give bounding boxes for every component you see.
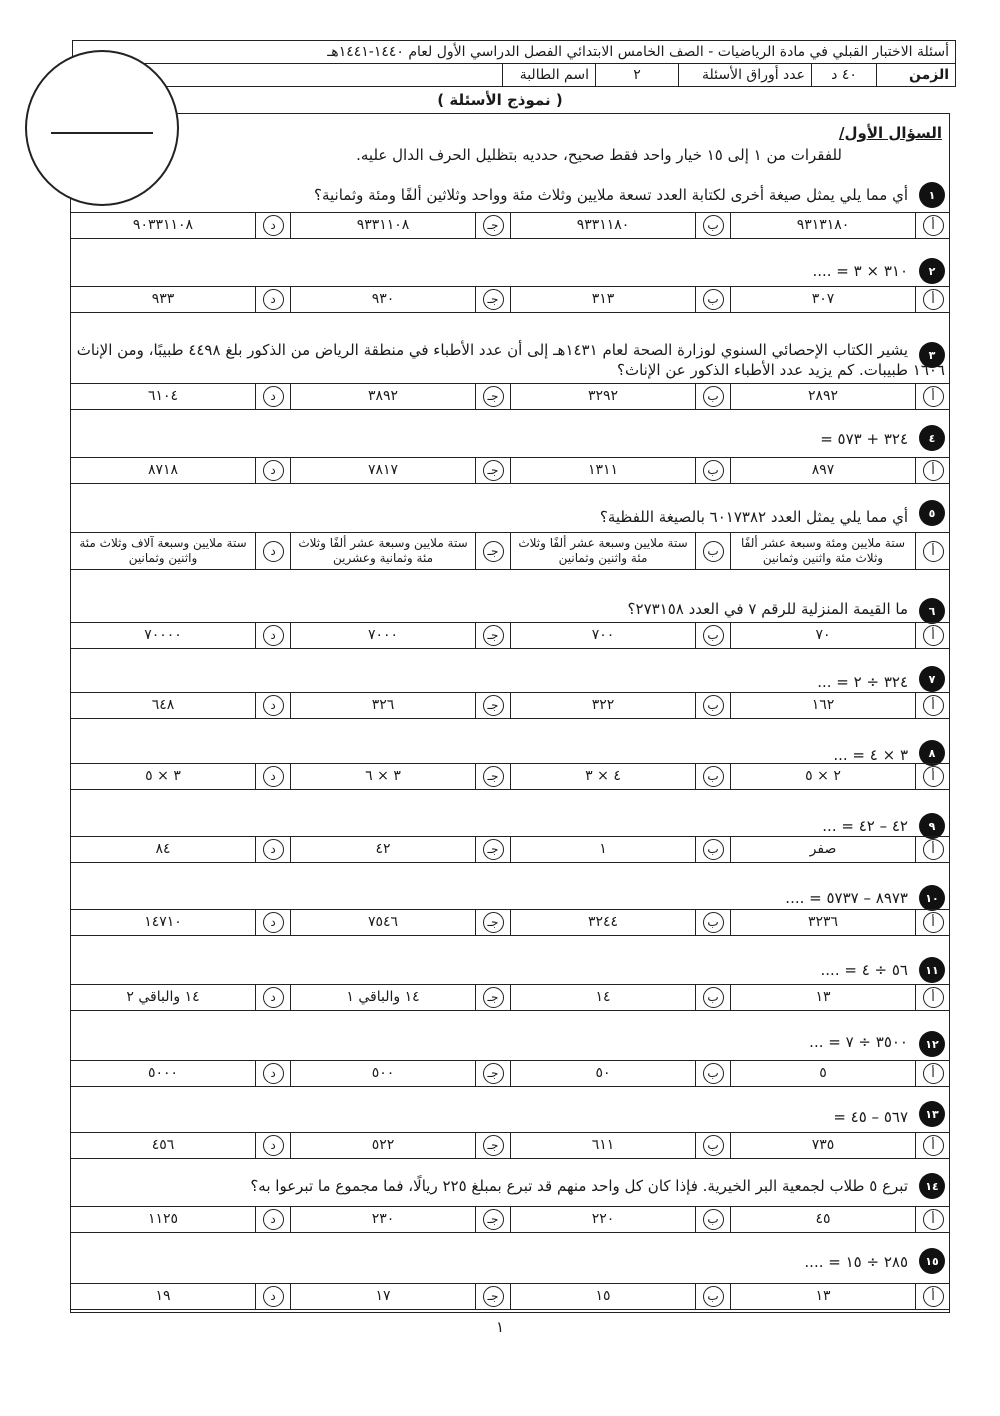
option-letter[interactable]: أ <box>923 460 944 481</box>
option-letter-cell[interactable] <box>915 910 950 935</box>
option-letter[interactable]: د <box>263 1286 284 1307</box>
score-line <box>51 132 153 134</box>
option-value: ١ <box>510 837 695 862</box>
page-number: ١ <box>495 1318 505 1336</box>
option-letter-cell[interactable] <box>915 1207 950 1232</box>
options-row <box>70 622 950 649</box>
option-letter[interactable]: أ <box>923 1135 944 1156</box>
question-number-badge: ٢ <box>919 258 945 284</box>
option-value: ٣ × ٦ <box>290 764 475 789</box>
option-letter[interactable]: ب <box>703 460 724 481</box>
option-value: ٧٨١٧ <box>290 458 475 483</box>
option-letter-cell[interactable] <box>695 384 730 409</box>
option-letter[interactable]: د <box>263 541 284 562</box>
option-value: ١١٢٥ <box>147 1211 179 1227</box>
option-letter-cell[interactable] <box>255 837 290 862</box>
option-letter-cell[interactable] <box>475 384 510 409</box>
option-letter-cell[interactable] <box>475 623 510 648</box>
question-text: ٥٦٧ – ٤٥ = <box>833 1108 908 1126</box>
question-text: ٢٨٥ ÷ ١٥ = .... <box>804 1253 908 1271</box>
question-text: ما القيمة المنزلية للرقم ٧ في العدد ٢٧٣١٥٨؟ <box>627 600 908 618</box>
option-letter-cell[interactable] <box>695 910 730 935</box>
option-value: ٨٧١٨ <box>147 462 179 478</box>
question-number-badge: ٤ <box>919 425 945 451</box>
question-number-badge: ١٠ <box>919 885 945 911</box>
option-value: ٦٤٨ <box>151 697 175 713</box>
option-letter[interactable]: جـ <box>483 1286 504 1307</box>
option-value: ٨٩٧ <box>730 458 915 483</box>
option-letter-cell[interactable] <box>255 1207 290 1232</box>
option-value: ستة ملايين وسبعة عشر ألفًا وثلاث مئة واثنين وثمانين <box>510 533 695 569</box>
question-text: ٣٢٤ + ٥٧٣ = <box>820 430 908 448</box>
option-letter[interactable]: أ <box>923 1063 944 1084</box>
option-value: ٣١٣ <box>510 287 695 312</box>
question-text: ٣٢٤ ÷ ٢ = ... <box>817 673 908 691</box>
options-row <box>70 1060 950 1087</box>
options-row <box>70 383 950 410</box>
option-letter[interactable]: جـ <box>483 1135 504 1156</box>
option-value: ٩٠٣٣١١٠٨ <box>132 217 194 233</box>
option-value: ٥٠٠٠ <box>147 1065 179 1081</box>
options-row <box>70 1283 950 1310</box>
option-value: ١٩ <box>155 1288 171 1304</box>
option-value: ٧٠٠٠ <box>290 623 475 648</box>
option-value: صفر <box>730 837 915 862</box>
question-number-badge: ٦ <box>919 598 945 624</box>
option-value: ٤٥ <box>730 1207 915 1232</box>
option-letter-cell[interactable] <box>255 1061 290 1086</box>
option-value: ٩٣٠ <box>290 287 475 312</box>
option-letter[interactable]: د <box>263 987 284 1008</box>
option-value: ٧٠٠ <box>510 623 695 648</box>
option-letter-cell[interactable] <box>695 623 730 648</box>
option-letter[interactable]: د <box>263 839 284 860</box>
question-number-badge: ٥ <box>919 500 945 526</box>
option-value: ٣٠٧ <box>730 287 915 312</box>
option-letter[interactable]: جـ <box>483 460 504 481</box>
option-letter-cell[interactable] <box>915 693 950 718</box>
option-letter[interactable]: أ <box>923 1286 944 1307</box>
option-value: ٦١٠٤ <box>147 388 179 404</box>
option-letter-cell[interactable] <box>475 533 510 569</box>
option-letter-cell[interactable] <box>475 910 510 935</box>
options-row <box>70 984 950 1011</box>
option-letter[interactable]: د <box>263 912 284 933</box>
option-value: ٤٥٦ <box>151 1137 175 1153</box>
option-letter[interactable]: جـ <box>483 289 504 310</box>
option-letter[interactable]: ب <box>703 1286 724 1307</box>
options-row <box>70 909 950 936</box>
option-value: ٢٣٠ <box>290 1207 475 1232</box>
options-row <box>70 836 950 863</box>
model-label: ( نموذج الأسئلة ) <box>437 91 563 109</box>
option-value: ٦١١ <box>510 1133 695 1158</box>
option-value: ١٦٢ <box>730 693 915 718</box>
option-value: ٥٢٢ <box>290 1133 475 1158</box>
option-value: ٢ × ٥ <box>730 764 915 789</box>
option-letter-cell[interactable] <box>475 1284 510 1309</box>
options-row <box>70 1206 950 1233</box>
option-letter[interactable]: جـ <box>483 839 504 860</box>
option-letter-cell[interactable] <box>475 1133 510 1158</box>
option-letter-cell[interactable] <box>695 764 730 789</box>
option-letter[interactable]: جـ <box>483 912 504 933</box>
option-letter-cell[interactable] <box>695 1133 730 1158</box>
option-value: ٣٢٩٢ <box>510 384 695 409</box>
option-letter[interactable]: د <box>263 215 284 236</box>
option-value: ٧٥٤٦ <box>290 910 475 935</box>
option-value: ستة ملايين وسبعة عشر ألفًا وثلاث مئة وثمانية وعشرين <box>290 533 475 569</box>
question-text: أي مما يلي يمثل صيغة أخرى لكتابة العدد تسعة ملايين وثلاث مئة وواحد وثلاثين ألفًا ومئة وثمانية؟ <box>314 186 908 204</box>
option-letter-cell[interactable] <box>915 985 950 1010</box>
option-letter-cell[interactable] <box>695 287 730 312</box>
option-letter[interactable]: ب <box>703 987 724 1008</box>
option-letter[interactable]: جـ <box>483 625 504 646</box>
option-letter-cell[interactable] <box>475 837 510 862</box>
option-letter-cell[interactable] <box>255 1284 290 1309</box>
option-letter[interactable]: د <box>263 460 284 481</box>
option-value: ١٣١١ <box>510 458 695 483</box>
option-letter[interactable]: ب <box>703 695 724 716</box>
option-value: ٥٠ <box>510 1061 695 1086</box>
option-letter-cell[interactable] <box>695 837 730 862</box>
option-value: ١٤ والباقي ٢ <box>126 989 200 1005</box>
option-letter-cell[interactable] <box>255 985 290 1010</box>
option-letter[interactable]: د <box>263 1135 284 1156</box>
option-value: ٥ <box>730 1061 915 1086</box>
option-value: ستة ملايين وسبعة آلاف وثلاث مئة واثنين وثمانين <box>79 536 247 565</box>
option-letter[interactable]: د <box>263 1209 284 1230</box>
question-text: أي مما يلي يمثل العدد ٦٠١٧٣٨٢ بالصيغة اللفظية؟ <box>599 508 908 526</box>
option-letter[interactable]: د <box>263 289 284 310</box>
option-letter-cell[interactable] <box>255 623 290 648</box>
option-letter[interactable]: ب <box>703 766 724 787</box>
option-letter[interactable]: ب <box>703 541 724 562</box>
question-text: ٣١٠ × ٣ = .... <box>812 262 908 280</box>
option-letter[interactable]: ب <box>703 912 724 933</box>
option-letter[interactable]: ب <box>703 215 724 236</box>
option-value: ٣٢٤٤ <box>510 910 695 935</box>
option-letter[interactable]: جـ <box>483 386 504 407</box>
option-letter-cell[interactable] <box>695 985 730 1010</box>
option-letter-cell[interactable] <box>915 533 950 569</box>
option-letter-cell[interactable] <box>695 693 730 718</box>
options-row <box>70 457 950 484</box>
option-letter[interactable]: ب <box>703 1209 724 1230</box>
option-letter[interactable]: ب <box>703 1135 724 1156</box>
option-value: ستة ملايين ومئة وسبعة عشر ألفًا وثلاث مئة واثنين وثمانين <box>730 533 915 569</box>
option-letter[interactable]: ب <box>703 1063 724 1084</box>
option-letter[interactable]: جـ <box>483 1063 504 1084</box>
pages-label: عدد أوراق الأسئلة <box>679 64 812 87</box>
option-letter-cell[interactable] <box>695 458 730 483</box>
section-instructions: للفقرات من ١ إلى ١٥ خيار واحد فقط صحيح، حدديه بتظليل الحرف الدال عليه. <box>356 146 842 164</box>
question-number-badge: ٩ <box>919 813 945 839</box>
option-value: ١٣ <box>730 1284 915 1309</box>
option-letter[interactable]: أ <box>923 987 944 1008</box>
question-text: ٤٢ – ٤٢ = ... <box>822 817 908 835</box>
option-letter-cell[interactable] <box>255 384 290 409</box>
option-letter-cell[interactable] <box>695 213 730 238</box>
option-letter[interactable]: جـ <box>483 766 504 787</box>
option-letter[interactable]: جـ <box>483 1209 504 1230</box>
option-letter[interactable]: أ <box>923 289 944 310</box>
option-value: ١٤ والباقي ١ <box>290 985 475 1010</box>
pages-value: ٢ <box>596 64 679 87</box>
option-letter[interactable]: أ <box>923 695 944 716</box>
section-title: السؤال الأول/ <box>839 124 942 142</box>
option-letter[interactable]: أ <box>923 766 944 787</box>
option-letter[interactable]: جـ <box>483 695 504 716</box>
option-letter-cell[interactable] <box>695 1207 730 1232</box>
option-letter[interactable]: جـ <box>483 215 504 236</box>
options-row <box>70 1132 950 1159</box>
option-letter-cell[interactable] <box>695 1284 730 1309</box>
option-letter-cell[interactable] <box>915 1284 950 1309</box>
option-value: ٩٣١٣١٨٠ <box>730 213 915 238</box>
exam-header-table <box>72 40 956 87</box>
question-number-badge: ٣ <box>919 342 945 368</box>
question-text: تبرع ٥ طلاب لجمعية البر الخيرية. فإذا كان كل واحد منهم قد تبرع بمبلغ ٢٢٥ ريالًا، فما مجموع ما تبرعوا به؟ <box>250 1177 908 1195</box>
question-number-badge: ١٣ <box>919 1101 945 1127</box>
question-number-badge: ١٥ <box>919 1248 945 1274</box>
option-letter-cell[interactable] <box>475 1207 510 1232</box>
option-letter[interactable]: ب <box>703 839 724 860</box>
option-letter[interactable]: جـ <box>483 541 504 562</box>
option-value: ٨٤ <box>155 841 171 857</box>
score-circle <box>25 50 179 206</box>
option-letter-cell[interactable] <box>475 1061 510 1086</box>
option-letter[interactable]: أ <box>923 839 944 860</box>
option-letter[interactable]: د <box>263 386 284 407</box>
option-letter-cell[interactable] <box>255 764 290 789</box>
question-number-badge: ٨ <box>919 740 945 766</box>
option-value: ٩٣٣١١٨٠ <box>510 213 695 238</box>
option-letter-cell[interactable] <box>255 458 290 483</box>
question-text: يشير الكتاب الإحصائي السنوي لوزارة الصحة لعام ١٤٣١هـ إلى أن عدد الأطباء في منطقة الرياض من الذكور بلغ ٤٤٩٨ طبيبًا، ومن الإناث ١٦٠٦ طبيبات. كم يزيد عدد الأطباء الذكور عن الإناث؟ <box>76 341 945 379</box>
option-letter-cell[interactable] <box>915 287 950 312</box>
option-letter-cell[interactable] <box>475 764 510 789</box>
option-value: ٢٨٩٢ <box>730 384 915 409</box>
question-number-badge: ٧ <box>919 666 945 692</box>
option-letter-cell[interactable] <box>915 837 950 862</box>
question-text: ٥٦ ÷ ٤ = .... <box>820 961 908 979</box>
options-row <box>70 212 950 239</box>
option-value: ١٤ <box>510 985 695 1010</box>
option-value: ١٧ <box>290 1284 475 1309</box>
option-value: ٢٢٠ <box>510 1207 695 1232</box>
option-letter[interactable]: د <box>263 1063 284 1084</box>
option-letter-cell[interactable] <box>475 693 510 718</box>
option-value: ٣٢٢ <box>510 693 695 718</box>
option-letter-cell[interactable] <box>915 213 950 238</box>
option-value: ٤٢ <box>290 837 475 862</box>
option-letter-cell[interactable] <box>255 1133 290 1158</box>
option-value: ٣ × ٥ <box>145 768 181 784</box>
option-letter-cell[interactable] <box>695 533 730 569</box>
option-value: ٩٣٣ <box>151 291 175 307</box>
question-number-badge: ١٤ <box>919 1173 945 1199</box>
question-text: ٣ × ٤ = ... <box>833 746 908 764</box>
option-letter-cell[interactable] <box>255 533 290 569</box>
option-letter[interactable]: د <box>263 695 284 716</box>
option-value: ١٥ <box>510 1284 695 1309</box>
option-letter[interactable]: ب <box>703 289 724 310</box>
option-letter-cell[interactable] <box>255 693 290 718</box>
option-value: ٥٠٠ <box>290 1061 475 1086</box>
option-letter-cell[interactable] <box>255 213 290 238</box>
option-value: ٧٠ <box>730 623 915 648</box>
option-value: ١٤٧١٠ <box>144 914 182 930</box>
option-letter-cell[interactable] <box>915 623 950 648</box>
option-letter-cell[interactable] <box>475 985 510 1010</box>
option-value: ٧٠٠٠٠ <box>144 627 182 643</box>
option-value: ١٣ <box>730 985 915 1010</box>
options-row <box>70 286 950 313</box>
options-row <box>70 692 950 719</box>
option-letter-cell[interactable] <box>475 458 510 483</box>
question-number-badge: ١ <box>919 182 945 208</box>
options-row <box>70 763 950 790</box>
option-letter[interactable]: ب <box>703 386 724 407</box>
option-letter[interactable]: ب <box>703 625 724 646</box>
time-value: ٤٠ د <box>812 64 877 87</box>
option-letter[interactable]: د <box>263 766 284 787</box>
student-name-label: اسم الطالبة <box>503 64 596 87</box>
option-letter-cell[interactable] <box>475 287 510 312</box>
option-letter[interactable]: جـ <box>483 987 504 1008</box>
option-value: ٣٢٣٦ <box>730 910 915 935</box>
option-letter-cell[interactable] <box>475 213 510 238</box>
option-letter-cell[interactable] <box>915 384 950 409</box>
option-letter-cell[interactable] <box>915 1133 950 1158</box>
options-row <box>70 532 950 570</box>
option-value: ٩٣٣١١٠٨ <box>290 213 475 238</box>
question-text: ٨٩٧٣ – ٥٧٣٧ = .... <box>785 889 908 907</box>
question-number-badge: ١٢ <box>919 1031 945 1057</box>
option-letter-cell[interactable] <box>915 458 950 483</box>
option-letter-cell[interactable] <box>915 1061 950 1086</box>
option-value: ٣٢٦ <box>290 693 475 718</box>
option-value: ٧٣٥ <box>730 1133 915 1158</box>
option-letter[interactable]: أ <box>923 215 944 236</box>
option-letter[interactable]: د <box>263 625 284 646</box>
option-letter[interactable]: أ <box>923 625 944 646</box>
option-value: ٤ × ٣ <box>510 764 695 789</box>
time-label: الزمن <box>877 64 956 87</box>
option-letter-cell[interactable] <box>255 910 290 935</box>
option-letter[interactable]: أ <box>923 386 944 407</box>
option-letter-cell[interactable] <box>915 764 950 789</box>
option-value: ٣٨٩٢ <box>290 384 475 409</box>
option-letter-cell[interactable] <box>695 1061 730 1086</box>
option-letter[interactable]: أ <box>923 1209 944 1230</box>
option-letter[interactable]: أ <box>923 541 944 562</box>
question-text: ٣٥٠٠ ÷ ٧ = ... <box>809 1033 908 1051</box>
exam-title: أسئلة الاختبار القبلي في مادة الرياضيات - الصف الخامس الابتدائي الفصل الدراسي الأول لعام ١٤٤٠-١٤٤١هـ <box>73 41 956 64</box>
option-letter-cell[interactable] <box>255 287 290 312</box>
question-number-badge: ١١ <box>919 957 945 983</box>
option-letter[interactable]: أ <box>923 912 944 933</box>
